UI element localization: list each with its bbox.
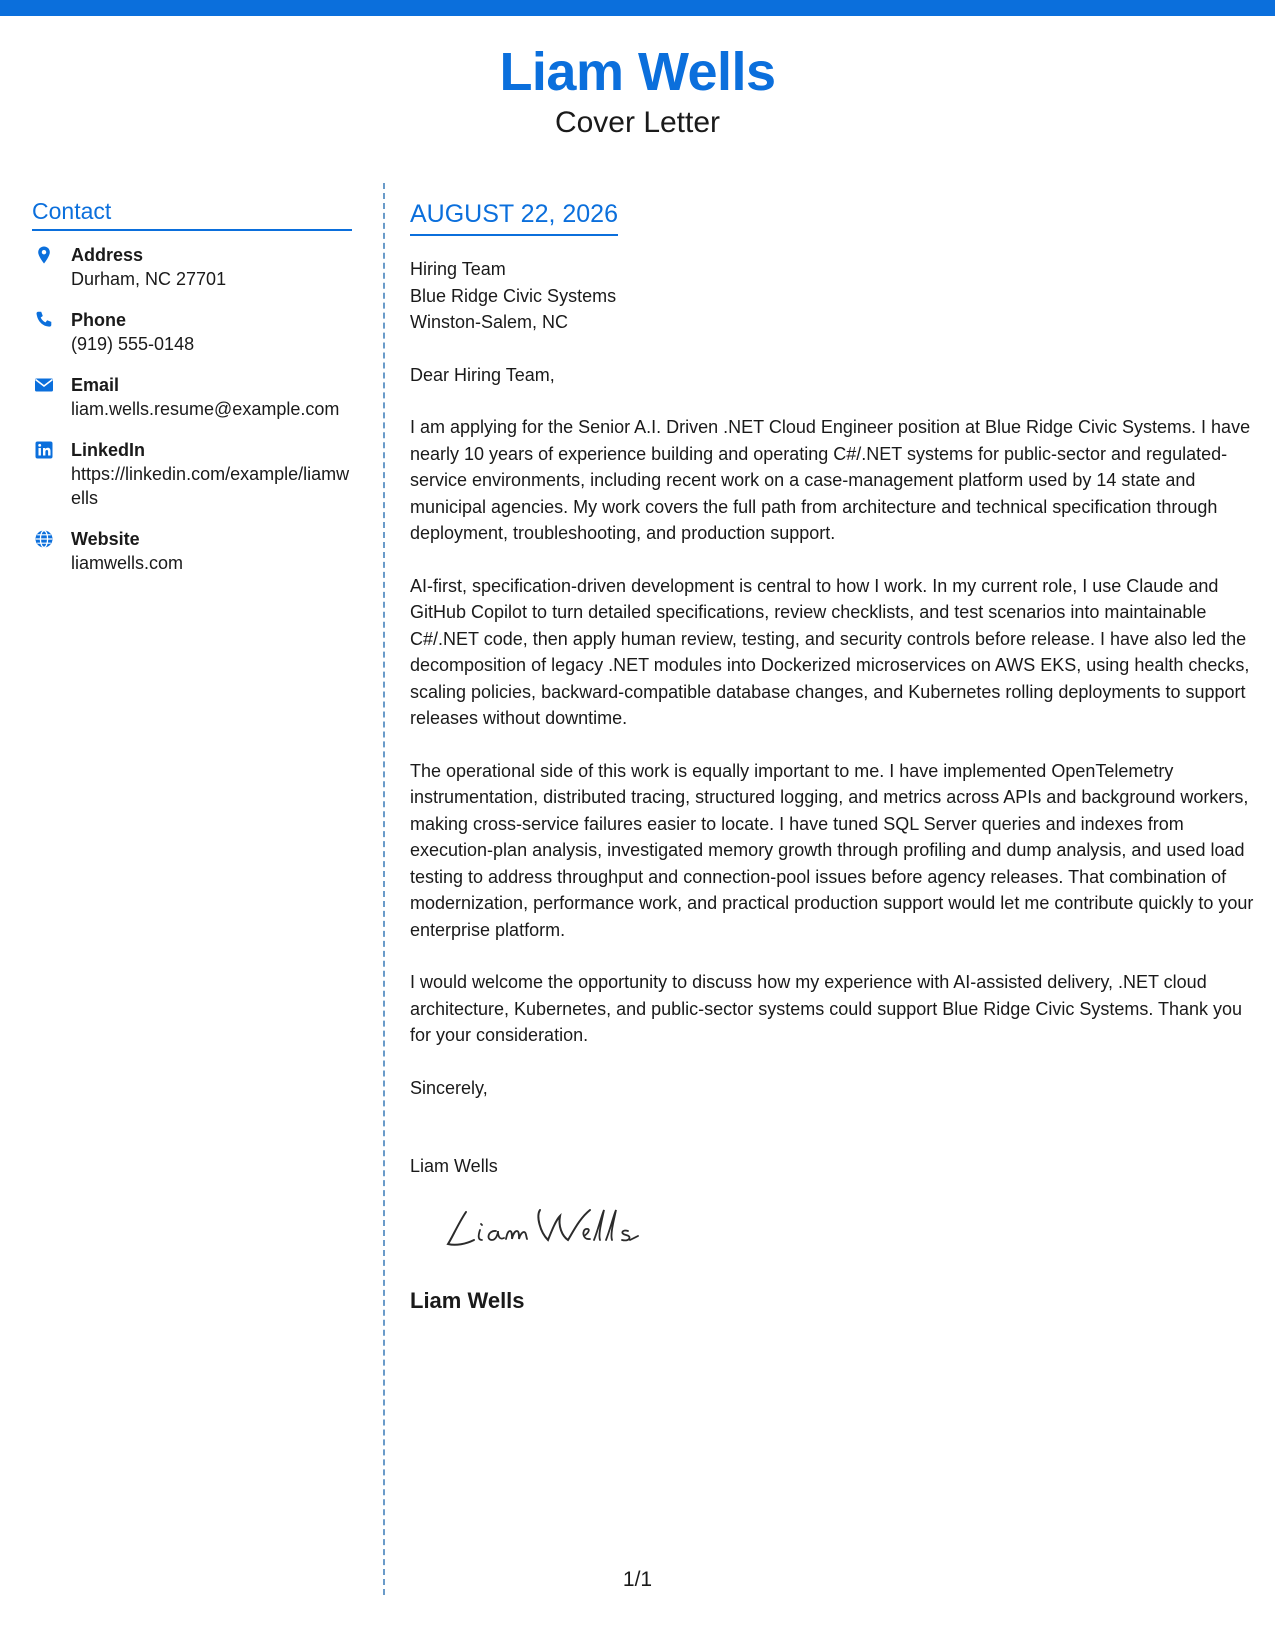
contact-item-website <box>32 527 352 575</box>
signature-text: Liam Wells <box>444 1201 449 1203</box>
recipient-block <box>410 256 1255 336</box>
contact-sidebar <box>32 196 352 592</box>
contact-label: Email <box>71 375 120 395</box>
contact-label: Phone <box>71 310 127 330</box>
location-pin-icon <box>34 245 54 265</box>
letter-body <box>410 196 1255 1315</box>
body-paragraph: AI-first, specification-driven development is central to how I work. In my current role, I use Claude and GitHub Copilot to turn detailed specifications, review checklists, and test scenarios into maintainable C#/.NET code, then apply human review, testing, and security controls before release. I have also led the decomposition of legacy .NET modules into Dockerized microservices on AWS EKS, using health checks, scaling policies, backward-compatible database changes, and Kubernetes rolling deployments to support releases without downtime. <box>410 575 1250 728</box>
body-paragraph: The operational side of this work is equally important to me. I have implemented OpenTelemetry instrumentation, distributed tracing, structured logging, and metrics across APIs and background workers, making cross-service failures easier to locate. I have tuned SQL Server queries and indexes from execution-plan analysis, investigated memory growth through profiling and dump analysis, and used load testing to address throughput and connection-pool issues before agency releases. That combination of modernization, performance work, and practical production support would let me contribute quickly to your enterprise platform. <box>410 760 1254 940</box>
contact-label: Address <box>71 245 144 265</box>
letter-header <box>0 40 1275 142</box>
phone-value: (919) 555-0148 <box>71 334 195 354</box>
recipient-line: Blue Ridge Civic Systems <box>410 285 617 306</box>
website-value[interactable]: liamwells.com <box>71 553 184 573</box>
globe-icon <box>34 529 54 549</box>
closing: Sincerely, <box>410 1077 488 1098</box>
recipient-line: Winston-Salem, NC <box>410 312 569 332</box>
handwritten-signature <box>444 1202 644 1254</box>
contact-item-linkedin <box>32 438 352 510</box>
column-divider <box>383 183 385 1595</box>
contact-item-phone <box>32 308 352 356</box>
salutation: Dear Hiring Team, <box>410 364 555 385</box>
email-value[interactable]: liam.wells.resume@example.com <box>71 399 340 419</box>
page-number: 1/1 <box>622 1568 653 1591</box>
contact-label: Website <box>71 529 140 549</box>
top-accent-bar <box>0 0 1275 16</box>
linkedin-value[interactable]: https://linkedin.com/example/liamwells <box>71 464 350 508</box>
signoff-name: Liam Wells <box>410 1156 498 1176</box>
contact-item-email <box>32 373 352 421</box>
author-name: Liam Wells <box>499 42 776 102</box>
envelope-icon <box>34 375 54 395</box>
contact-heading: Contact <box>32 196 352 231</box>
recipient-line: Hiring Team <box>410 259 506 279</box>
contact-list <box>32 243 352 575</box>
body-paragraph: I am applying for the Senior A.I. Driven .NET Cloud Engineer position at Blue Ridge Civic Systems. I have nearly 10 years of experience building and operating C#/.NET systems for public-sector and regulated-service environments, including recent work on a case-management platform used by 14 state and municipal agencies. My work covers the full path from architecture and technical specification through deployment, troubleshooting, and production support. <box>410 417 1251 543</box>
linkedin-icon <box>34 440 54 460</box>
phone-icon <box>34 310 54 330</box>
contact-label: LinkedIn <box>71 440 146 460</box>
contact-item-address <box>32 243 352 291</box>
letter-date: AUGUST 22, 2026 <box>410 196 618 236</box>
document-type: Cover Letter <box>554 106 721 139</box>
body-paragraph: I would welcome the opportunity to discuss how my experience with AI-assisted delivery, .NET cloud architecture, Kubernetes, and public-sector systems could support Blue Ridge Civic Systems. Thank you for your consideration. <box>410 972 1243 1045</box>
address-value: Durham, NC 27701 <box>71 269 227 289</box>
printed-name: Liam Wells <box>410 1288 525 1313</box>
